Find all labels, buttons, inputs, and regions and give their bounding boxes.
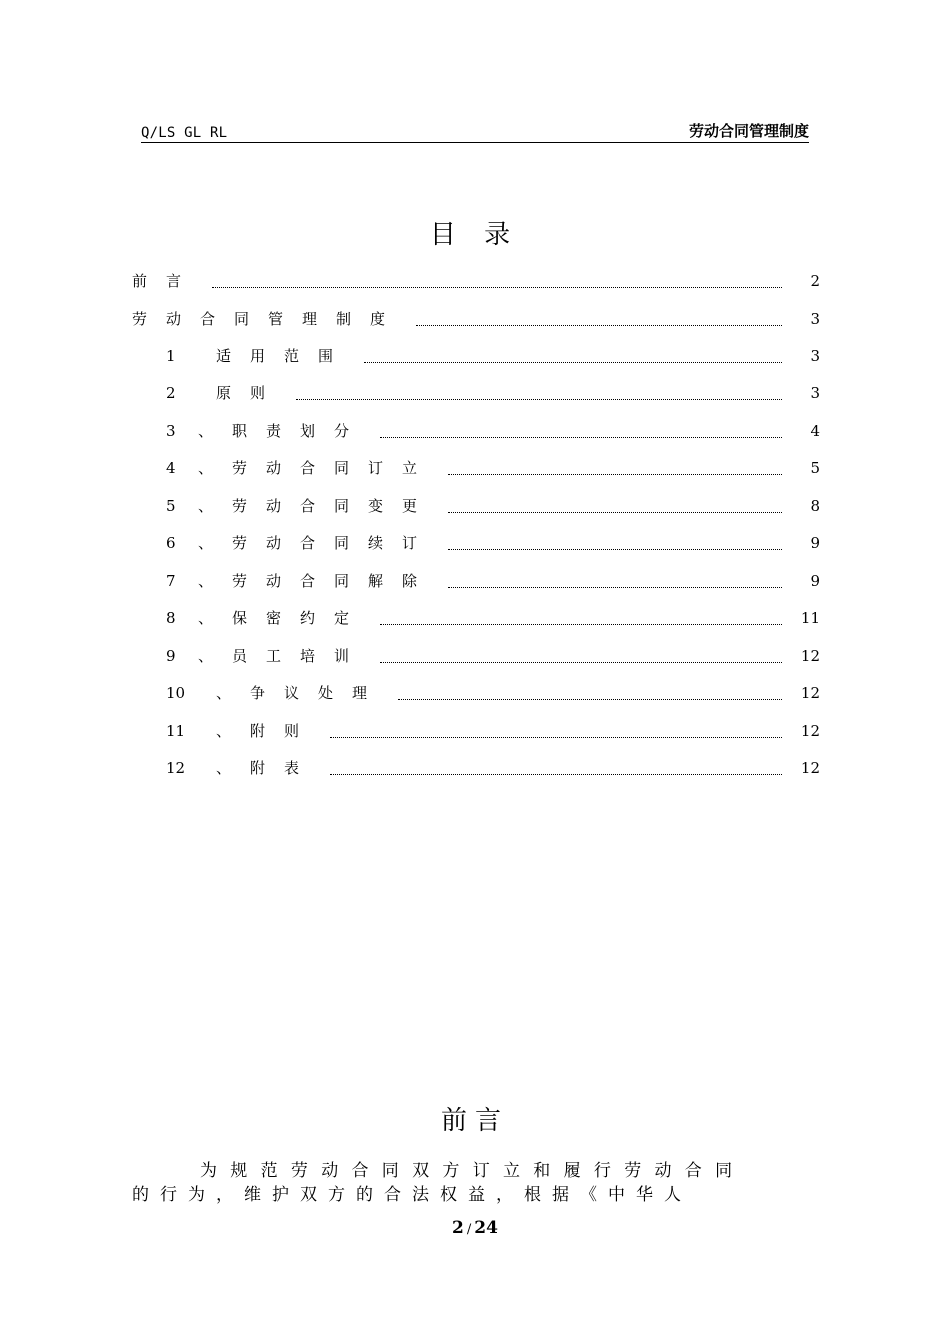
preface-text-line: 为规范劳动合同双方订立和履行劳动合同: [200, 1161, 746, 1181]
toc-entry-main[interactable]: [132, 308, 820, 332]
toc-entry-label: 、保密约定: [198, 609, 369, 627]
toc-entry-section-12[interactable]: [166, 757, 820, 781]
toc-entry-section-8[interactable]: [166, 607, 820, 631]
toc-entry-number: 4: [166, 459, 176, 477]
preface-text-line: 的行为，维护双方的合法权益，根据《中华人: [132, 1185, 692, 1205]
toc-entry-label: 劳动合同管理制度: [132, 310, 405, 328]
toc-leader-dots: [380, 651, 782, 663]
toc-page-number: 3: [810, 384, 820, 402]
toc-page-number: 2: [810, 272, 820, 290]
toc-leader-dots: [448, 576, 782, 588]
toc-entry-section-5[interactable]: [166, 495, 820, 519]
toc-page-number: 9: [810, 534, 820, 552]
toc-entry-label: 、劳动合同变更: [198, 497, 437, 515]
toc-entry-section-4[interactable]: [166, 457, 820, 481]
preface-title: 前言: [440, 1106, 509, 1136]
toc-leader-dots: [448, 538, 782, 550]
toc-entry-label: 适用范围: [216, 347, 353, 365]
toc-entry-label: 原则: [216, 384, 285, 402]
toc-entry-number: 7: [166, 572, 176, 590]
toc-entry-label: 、附则: [216, 722, 319, 740]
toc-page-number: 12: [800, 647, 820, 665]
toc-entry-number: 6: [166, 534, 176, 552]
toc-entry-number: 2: [166, 384, 176, 402]
toc-entry-section-2[interactable]: [166, 382, 820, 406]
current-page-number: 2: [452, 1218, 464, 1238]
toc-entry-section-3[interactable]: [166, 420, 820, 444]
total-pages: 24: [474, 1218, 498, 1238]
toc-page-number: 12: [800, 684, 820, 702]
page-header: [141, 124, 809, 143]
toc-entry-section-6[interactable]: [166, 532, 820, 556]
toc-entry-number: 8: [166, 609, 176, 627]
page-footer: [0, 1218, 950, 1238]
toc-entry-number: 1: [166, 347, 176, 365]
toc-leader-dots: [416, 314, 782, 326]
toc-page-number: 3: [810, 347, 820, 365]
page-separator: /: [466, 1222, 472, 1237]
toc-leader-dots: [398, 688, 782, 700]
toc-leader-dots: [448, 501, 782, 513]
toc-leader-dots: [448, 463, 782, 475]
toc-entry-section-11[interactable]: [166, 720, 820, 744]
toc-leader-dots: [380, 613, 782, 625]
toc-entry-preface[interactable]: [132, 270, 820, 294]
toc-page-number: 12: [800, 759, 820, 777]
toc-page-number: 12: [800, 722, 820, 740]
toc-entry-label: 、附表: [216, 759, 319, 777]
toc-page-number: 8: [810, 497, 820, 515]
toc-page-number: 4: [810, 422, 820, 440]
toc-entry-label: 、劳动合同订立: [198, 459, 437, 477]
toc-entry-label: 、劳动合同续订: [198, 534, 437, 552]
toc-leader-dots: [330, 763, 782, 775]
toc-page-number: 9: [810, 572, 820, 590]
toc-leader-dots: [380, 426, 782, 438]
toc-page-number: 3: [810, 310, 820, 328]
toc-entry-label: 、职责划分: [198, 422, 369, 440]
toc-entry-number: 5: [166, 497, 176, 515]
toc-leader-dots: [330, 726, 782, 738]
toc-page-number: 5: [810, 459, 820, 477]
toc-entry-label: 前言: [132, 272, 201, 290]
toc-page-number: 11: [800, 609, 820, 627]
document-code: Q/LS GL RL: [141, 125, 228, 141]
toc-title: 目 录: [429, 220, 521, 250]
toc-leader-dots: [364, 351, 782, 363]
toc-entry-number: 9: [166, 647, 176, 665]
toc-entry-number: 11: [166, 722, 186, 740]
toc-entry-section-10[interactable]: [166, 682, 820, 706]
toc-entry-section-7[interactable]: [166, 570, 820, 594]
toc-entry-label: 、劳动合同解除: [198, 572, 437, 590]
toc-entry-number: 3: [166, 422, 176, 440]
toc-entry-number: 10: [166, 684, 186, 702]
toc-entry-section-9[interactable]: [166, 645, 820, 669]
header-document-title: 劳动合同管理制度: [688, 122, 809, 140]
toc-leader-dots: [296, 388, 782, 400]
toc-entry-section-1[interactable]: [166, 345, 820, 369]
toc-entry-label: 、员工培训: [198, 647, 369, 665]
toc-entry-label: 、争议处理: [216, 684, 387, 702]
toc-entry-number: 12: [166, 759, 186, 777]
toc-leader-dots: [212, 276, 782, 288]
